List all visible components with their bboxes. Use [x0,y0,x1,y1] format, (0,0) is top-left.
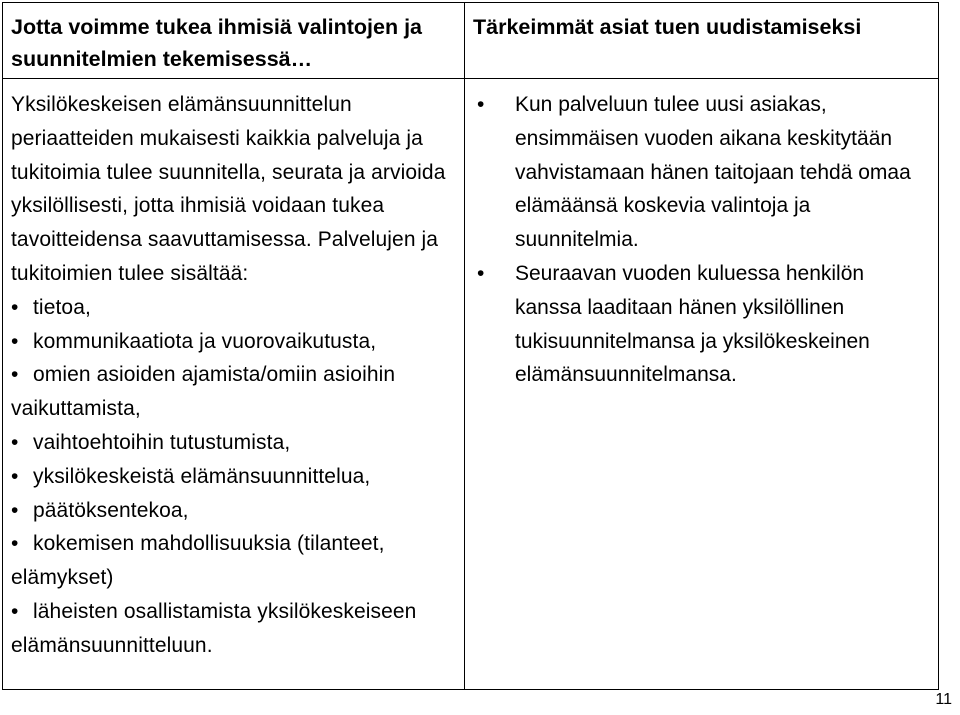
bullet-icon: • [11,532,19,556]
right-header: Tärkeimmät asiat tuen uudistamiseksi [465,3,939,79]
body-row [3,79,939,690]
bullet-icon: • [11,464,19,488]
list-item [11,291,456,325]
left-body [3,79,465,690]
list-item-text: Kun palveluun tulee uusi asiakas, ensimmäisen vuoden aikana keskitytään vahvistamaan hänen taitojaan tehdä omaa elämäänsä koskevia valintoja ja suunnitelmia. [515,93,911,252]
bullet-icon: • [477,93,485,116]
bullet-icon: • [11,599,19,623]
list-item-text: Seuraavan vuoden kuluessa henkilön kanssa laaditaan hänen yksilöllinen tukisuunnitelmansa ja yksilökeskeinen elämänsuunnitelmansa. [515,261,870,387]
bullet-icon: • [11,295,19,319]
list-item-text: vaihtoehtoihin tutustumista, [33,430,291,454]
list-item [11,527,456,595]
intro-paragraph: Yksilökeskeisen elämänsuunnittelun periaatteiden mukaisesti kaikkia palveluja ja tukitoimia tulee suunnitella, seurata ja arvioida yksilöllisesti, jotta ihmisiä voidaan tukea tavoitteidensa saavuttamisessa. Palvelujen ja tukitoimien tulee sisältää: [11,93,446,285]
right-bullet-list [473,88,930,392]
list-item [11,325,456,359]
list-item-text: kokemisen mahdollisuuksia (tilanteet, elämykset) [11,532,385,590]
list-item-text: päätöksentekoa, [33,498,189,522]
list-item [11,494,456,528]
bullet-icon: • [477,261,485,285]
content-table [2,2,939,690]
list-item [11,595,456,663]
list-item-text: kommunikaatiota ja vuorovaikutusta, [33,329,377,353]
header-row [3,3,939,79]
list-item [11,358,456,426]
left-bullet-list [11,291,456,663]
list-item [11,426,456,460]
list-item [473,88,930,257]
left-header: Jotta voimme tukea ihmisiä valintojen ja suunnitelmien tekemisessä… [3,3,465,79]
list-item [473,257,930,392]
list-item-text: tietoa, [33,295,91,319]
list-item [11,460,456,494]
bullet-icon: • [11,430,19,454]
bullet-icon: • [11,329,19,353]
page-number: 11 [935,691,952,708]
bullet-icon: • [11,363,19,387]
list-item-text: yksilökeskeistä elämänsuunnittelua, [33,464,371,488]
list-item-text: omien asioiden ajamista/omiin asioihin vaikuttamista, [11,363,396,421]
list-item-text: läheisten osallistamista yksilökeskeiseen elämänsuunnitteluun. [11,599,417,657]
bullet-icon: • [11,498,19,522]
right-body [465,79,939,690]
